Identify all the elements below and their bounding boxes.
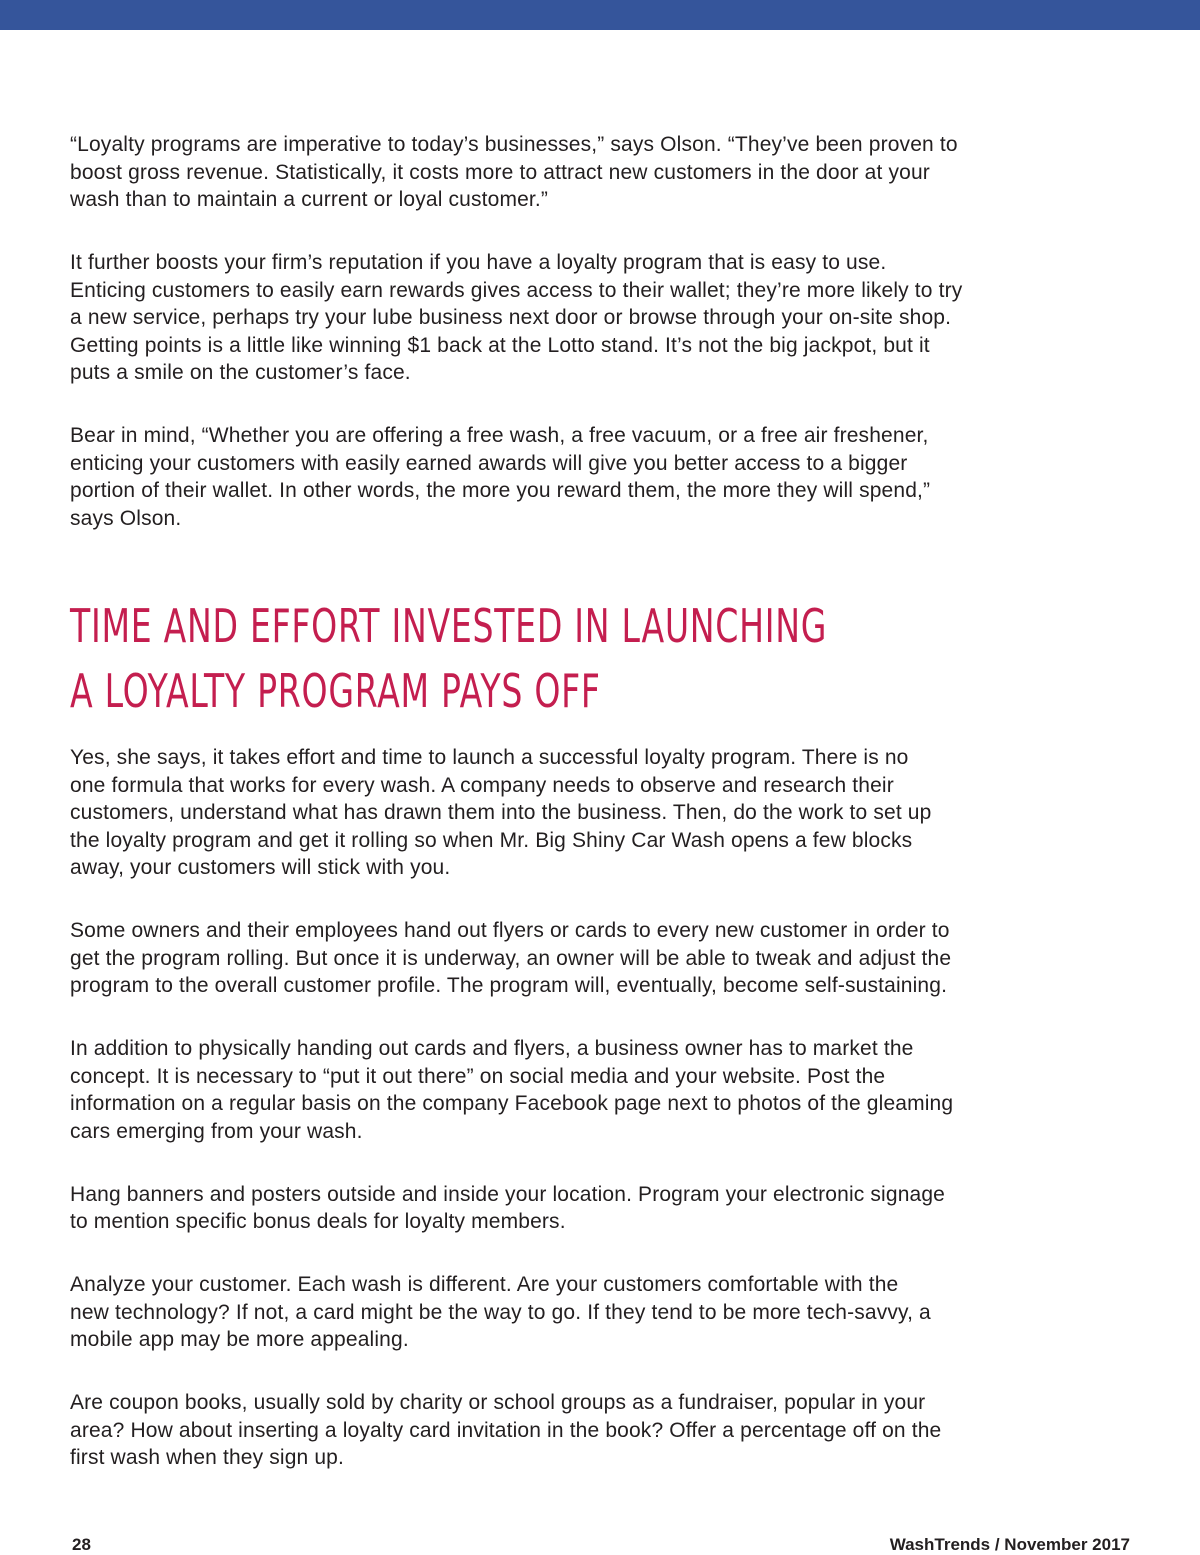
text-line: concept. It is necessary to “put it out there” on social media and your website. Post the — [70, 1064, 886, 1088]
text-line: Are coupon books, usually sold by charity or school groups as a fundraiser, popular in your — [70, 1391, 926, 1414]
article-paragraph — [70, 744, 1145, 882]
text-line: portion of their wallet. In other words, the more you reward them, the more they will spend,” — [70, 479, 931, 502]
article-paragraph — [70, 1181, 1145, 1236]
text-line: area? How about inserting a loyalty card invitation in the book? Offer a percentage off on the — [70, 1418, 942, 1442]
text-line: one formula that works for every wash. A company needs to observe and research their — [70, 773, 894, 797]
text-line: Yes, she says, it takes effort and time to launch a successful loyalty program. There is no — [70, 746, 909, 769]
text-line: customers, understand what has drawn them into the business. Then, do the work to set up — [70, 801, 932, 824]
text-line: wash than to maintain a current or loyal customer.” — [70, 188, 549, 211]
text-line: Analyze your customer. Each wash is different. Are your customers comfortable with the — [70, 1273, 899, 1296]
text-line: to mention specific bonus deals for loyalty members. — [70, 1210, 566, 1233]
text-line: the loyalty program and get it rolling so when Mr. Big Shiny Car Wash opens a few blocks — [70, 828, 913, 852]
text-line: mobile app may be more appealing. — [70, 1328, 409, 1351]
article-paragraph — [70, 1271, 1145, 1354]
text-line: says Olson. — [70, 506, 182, 530]
page-number: 28 — [72, 1535, 91, 1554]
text-line: boost gross revenue. Statistically, it costs more to attract new customers in the door at your — [70, 160, 930, 184]
text-line: a new service, perhaps try your lube business next door or browse through your on-site shop. — [70, 306, 952, 329]
text-line: enticing your customers with easily earned awards will give you better access to a bigger — [70, 451, 908, 475]
text-line: new technology? If not, a card might be the way to go. If they tend to be more tech-savvy, a — [70, 1300, 931, 1324]
text-line: Enticing customers to easily earn rewards gives access to their wallet; they’re more likely to try — [70, 278, 963, 302]
text-line: get the program rolling. But once it is underway, an owner will be able to tweak and adjust the — [70, 946, 952, 970]
heading-line: A LOYALTY PROGRAM PAYS OFF — [70, 664, 601, 718]
header-bar — [0, 0, 1200, 30]
text-line: It further boosts your firm’s reputation if you have a loyalty program that is easy to use. — [70, 251, 887, 274]
article-paragraph — [70, 917, 1145, 1000]
text-line: cars emerging from your wash. — [70, 1119, 363, 1143]
article-paragraph — [70, 1389, 1145, 1472]
text-line: “Loyalty programs are imperative to today’s businesses,” says Olson. “They’ve been proven to — [70, 133, 958, 156]
text-line: information on a regular basis on the company Facebook page next to photos of the gleaming — [70, 1092, 954, 1115]
heading-line: TIME AND EFFORT INVESTED IN LAUNCHING — [70, 599, 828, 653]
text-line: Getting points is a little like winning $1 back at the Lotto stand. It’s not the big jackpot, but it — [70, 333, 930, 357]
article-paragraph — [70, 1035, 1145, 1145]
text-line: Bear in mind, “Whether you are offering a free wash, a free vacuum, or a free air freshener, — [70, 424, 929, 447]
article-body — [70, 131, 1145, 1472]
text-line: In addition to physically handing out cards and flyers, a business owner has to market the — [70, 1037, 914, 1060]
text-line: Hang banners and posters outside and inside your location. Program your electronic signage — [70, 1182, 946, 1206]
text-line: program to the overall customer profile. The program will, eventually, become self-sustaining. — [70, 974, 948, 997]
article-paragraph — [70, 131, 1145, 214]
publication-info: WashTrends / November 2017 — [889, 1535, 1130, 1554]
article-paragraph — [70, 249, 1145, 387]
article-paragraph — [70, 422, 1145, 532]
text-line: away, your customers will stick with you. — [70, 856, 451, 879]
text-line: puts a smile on the customer’s face. — [70, 361, 411, 384]
text-line: Some owners and their employees hand out flyers or cards to every new customer in order to — [70, 919, 950, 942]
text-line: first wash when they sign up. — [70, 1446, 344, 1469]
section-heading — [70, 594, 844, 724]
